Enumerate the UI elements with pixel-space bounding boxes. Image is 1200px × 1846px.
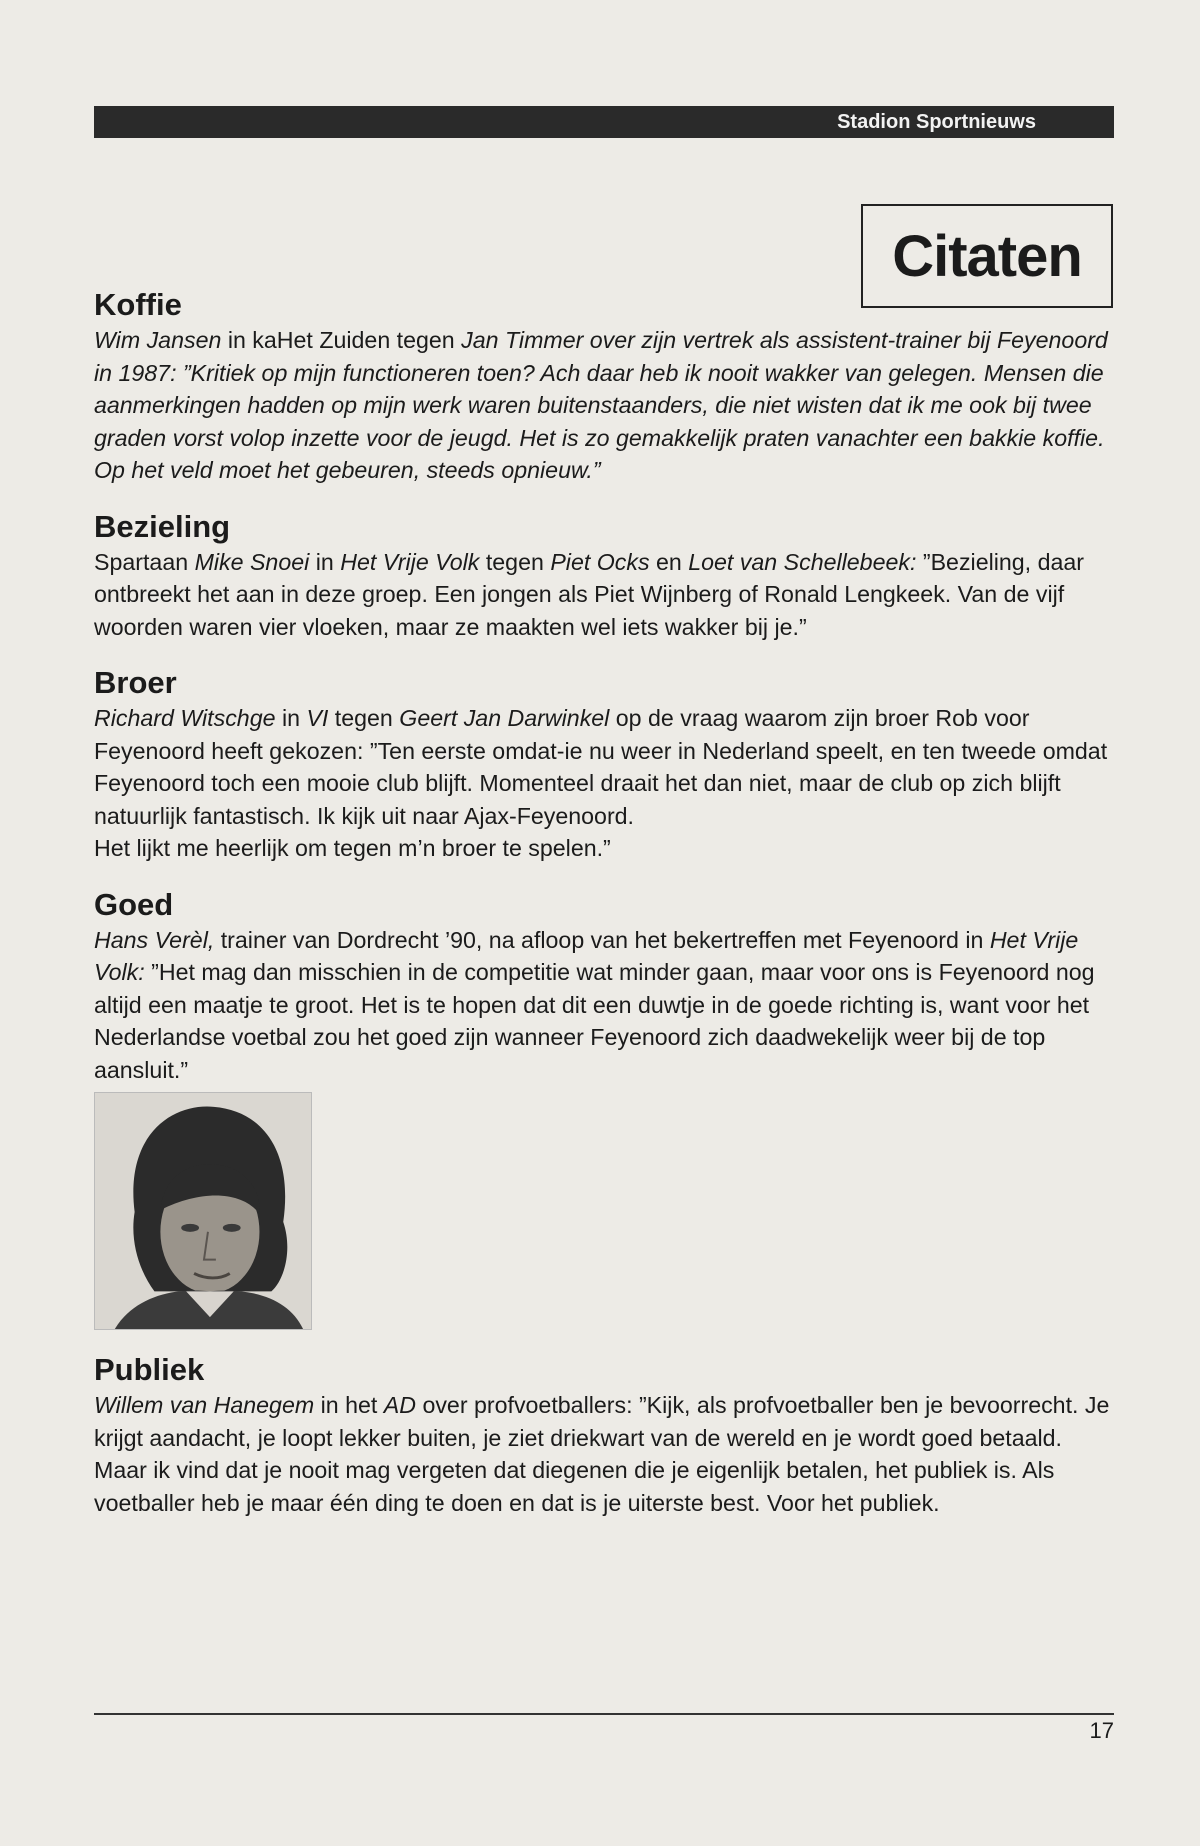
italic-text-run: Wim Jansen (94, 327, 222, 353)
italic-text-run: Loet van Schellebeek: (688, 548, 917, 575)
section-heading: Goed (94, 886, 174, 922)
article-content (94, 286, 1114, 1540)
text-run: over profvoetballers: ”Kijk, als profvoetballer ben je bevoorrecht. Je krijgt aandacht, je loopt lekker buiten, je ziet driekwart van de wereld en je wordt goed betaald. Maar ik vind dat je nooit mag vergeten dat diegenen die je eigenlijk betalen, het publiek is. Als voetballer heb je maar één ding te doen en dat is je uiterste best. Voor het publiek. (94, 1392, 1110, 1516)
italic-text-run: Jan Timmer over zijn vertrek als assistent-trainer bij Feyenoord in 1987: ”Kritiek op mijn functioneren toen? Ach daar heb ik nooit wakker van gelegen. Mensen die aanmerkingen hadden op mijn werk waren buitenstaanders, die niet wisten dat ik me ook bij twee graden vorst volop inzette voor de jeugd. Het is zo gemakkelijk praten vanachter een bakkie koffie. Op het veld moet het gebeuren, steeds opnieuw.” (94, 327, 1108, 483)
section-heading: Publiek (94, 1352, 205, 1387)
italic-text-run: Het Vrije Volk (340, 548, 480, 575)
portrait-photo (94, 1092, 312, 1330)
text-run: Spartaan (94, 548, 195, 575)
text-run: in (275, 705, 307, 731)
footer-divider (94, 1713, 1114, 1715)
text-run: en (649, 548, 689, 575)
text-run: Het lijkt me heerlijk om tegen m’n broer te spelen.” (94, 835, 611, 861)
text-run: trainer van Dordrecht ’90, na afloop van het bekertreffen met Feyenoord in (214, 926, 990, 953)
text-run: ”Het mag dan misschien in de competitie wat minder gaan, maar voor ons is Feyenoord nog altijd een maatje te groot. Het is te hopen dat dit een duwtje in de goede richting is, want voor het Nederlandse voetbal zou het goed zijn wanneer Feyenoord zich daadwekelijk weer bij de top aansluit.” (94, 959, 1095, 1083)
text-run: in het (314, 1392, 384, 1418)
section-body (94, 1389, 1114, 1519)
text-run: tegen (479, 548, 551, 575)
text-run: tegen (328, 705, 400, 731)
text-run: in (309, 548, 341, 575)
italic-text-run: Piet Ocks (550, 548, 650, 575)
section-heading: Bezieling (94, 508, 231, 544)
section-heading: Koffie (94, 287, 182, 322)
text-run: in kaHet Zuiden tegen (221, 327, 462, 353)
section-heading: Broer (94, 665, 177, 700)
section-body (94, 324, 1114, 487)
section-body (94, 702, 1114, 865)
section-broer (94, 664, 1114, 865)
section-goed (94, 886, 1114, 1331)
section-koffie (94, 286, 1114, 487)
italic-text-run: Mike Snoei (194, 548, 310, 575)
italic-text-run: Geert Jan Darwinkel (399, 705, 610, 731)
section-bezieling (94, 508, 1114, 644)
publication-header-bar (94, 106, 1114, 138)
italic-text-run: Het Vrije Volk: (94, 926, 1079, 985)
page-title: Citaten (892, 223, 1082, 289)
section-body (94, 546, 1114, 644)
text-run: ”Bezieling, daar ontbreekt het aan in deze groep. Een jongen als Piet Wijnberg of Ronald Lengkeek. Van de vijf woorden waren vier vloeken, maar ze maakten wel iets wakker bij je.” (94, 548, 1084, 640)
page-number: 17 (1089, 1718, 1114, 1743)
publication-name: Stadion Sportnieuws (837, 111, 1036, 133)
italic-text-run: VI (306, 705, 329, 731)
italic-text-run: Hans Verèl, (94, 926, 215, 953)
italic-text-run: AD (383, 1392, 416, 1418)
italic-text-run: Richard Witschge (94, 705, 276, 731)
section-body (94, 924, 1114, 1087)
italic-text-run: Willem van Hanegem (94, 1392, 315, 1418)
section-publiek (94, 1351, 1114, 1519)
text-run: op de vraag waarom zijn broer Rob voor Feyenoord heeft gekozen: ”Ten eerste omdat-ie nu weer in Nederland speelt, en ten tweede omdat Feyenoord toch een mooie club blijft. Momenteel draait het dan niet, maar de club op zich blijft natuurlijk fantastisch. Ik kijk uit naar Ajax-Feyenoord. (94, 705, 1108, 829)
